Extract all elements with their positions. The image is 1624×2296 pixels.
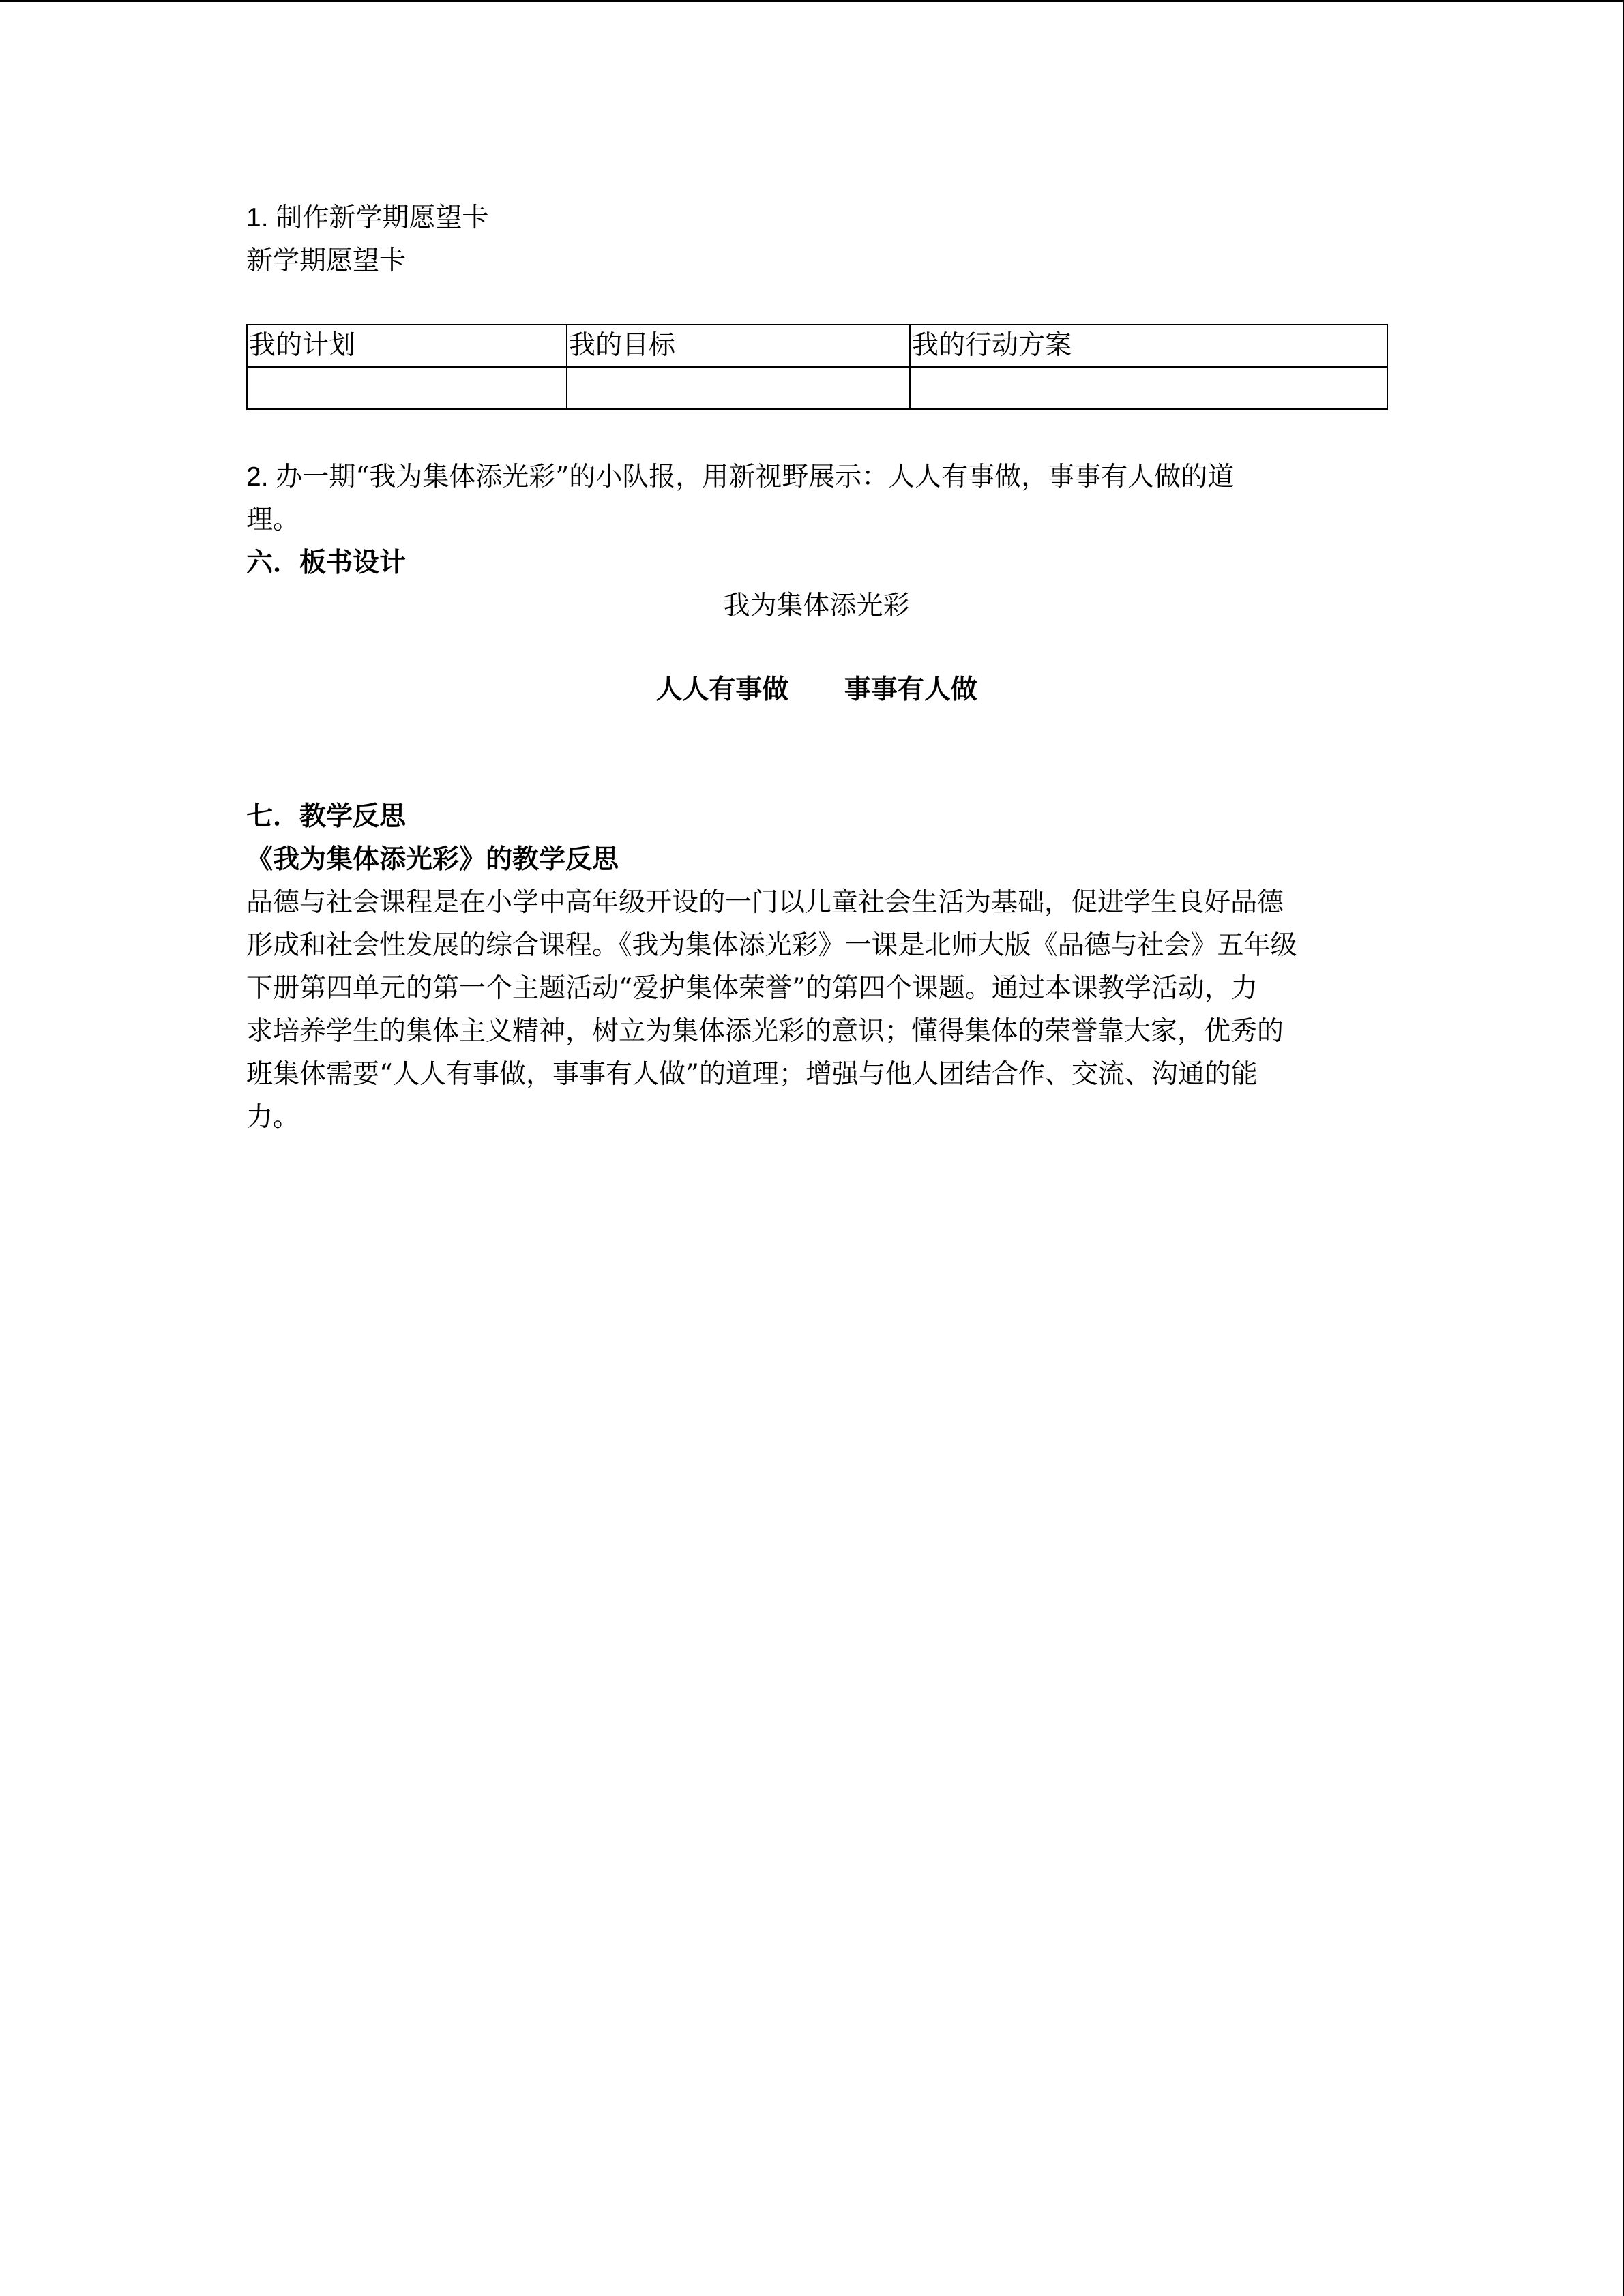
item2-line1 xyxy=(246,456,1234,498)
reflection-title: 《我为集体添光彩》的教学反思 xyxy=(246,844,619,875)
table-row xyxy=(247,367,1387,409)
header-cell-action: 我的行动方案 xyxy=(910,325,1387,367)
paragraph-line: 品德与社会课程是在小学中高年级开设的一门以儿童社会生活为基础，促进学生良好品德 xyxy=(246,887,1284,918)
paragraph-line: 求培养学生的集体主义精神，树立为集体添光彩的意识；懂得集体的荣誉靠大家，优秀的 xyxy=(246,1016,1284,1047)
header-cell-goal: 我的目标 xyxy=(567,325,910,367)
table-cell-goal xyxy=(567,367,910,409)
item2-line2: 理。 xyxy=(246,505,300,535)
board-slogan xyxy=(246,668,1387,711)
table-header-row xyxy=(247,325,1387,367)
item1-heading xyxy=(246,196,488,239)
board-slogan-left: 人人有事做 xyxy=(655,674,789,705)
paragraph-line: 班集体需要“人人有事做，事事有人做”的道理；增强与他人团结合作、交流、沟通的能 xyxy=(246,1059,1258,1090)
item1-separator: . xyxy=(261,203,276,233)
section7-heading: 七．教学反思 xyxy=(246,801,407,832)
wish-card-table xyxy=(246,324,1388,410)
section6-heading: 六．板书设计 xyxy=(246,547,407,578)
board-slogan-right: 事事有人做 xyxy=(844,674,977,705)
card-title: 新学期愿望卡 xyxy=(246,245,407,276)
table-cell-plan xyxy=(247,367,567,409)
item2-text: 办一期“我为集体添光彩”的小队报，用新视野展示：人人有事做，事事有人做的道 xyxy=(276,462,1235,492)
reflection-paragraph xyxy=(246,881,1387,1139)
paragraph-line: 下册第四单元的第一个主题活动“爱护集体荣誉”的第四个课题。通过本课教学活动，力 xyxy=(246,973,1258,1004)
item1-text: 制作新学期愿望卡 xyxy=(276,203,489,233)
paragraph-line: 力。 xyxy=(246,1102,300,1133)
header-cell-plan: 我的计划 xyxy=(247,325,567,367)
table-cell-action xyxy=(910,367,1387,409)
item2-separator: . xyxy=(261,462,276,492)
page-top-border xyxy=(0,0,1624,2)
item2-number: 2 xyxy=(246,462,261,492)
board-title: 我为集体添光彩 xyxy=(723,591,910,621)
paragraph-line: 形成和社会性发展的综合课程。《我为集体添光彩》一课是北师大版《品德与社会》五年级 xyxy=(246,930,1297,961)
item1-number: 1 xyxy=(246,203,261,233)
